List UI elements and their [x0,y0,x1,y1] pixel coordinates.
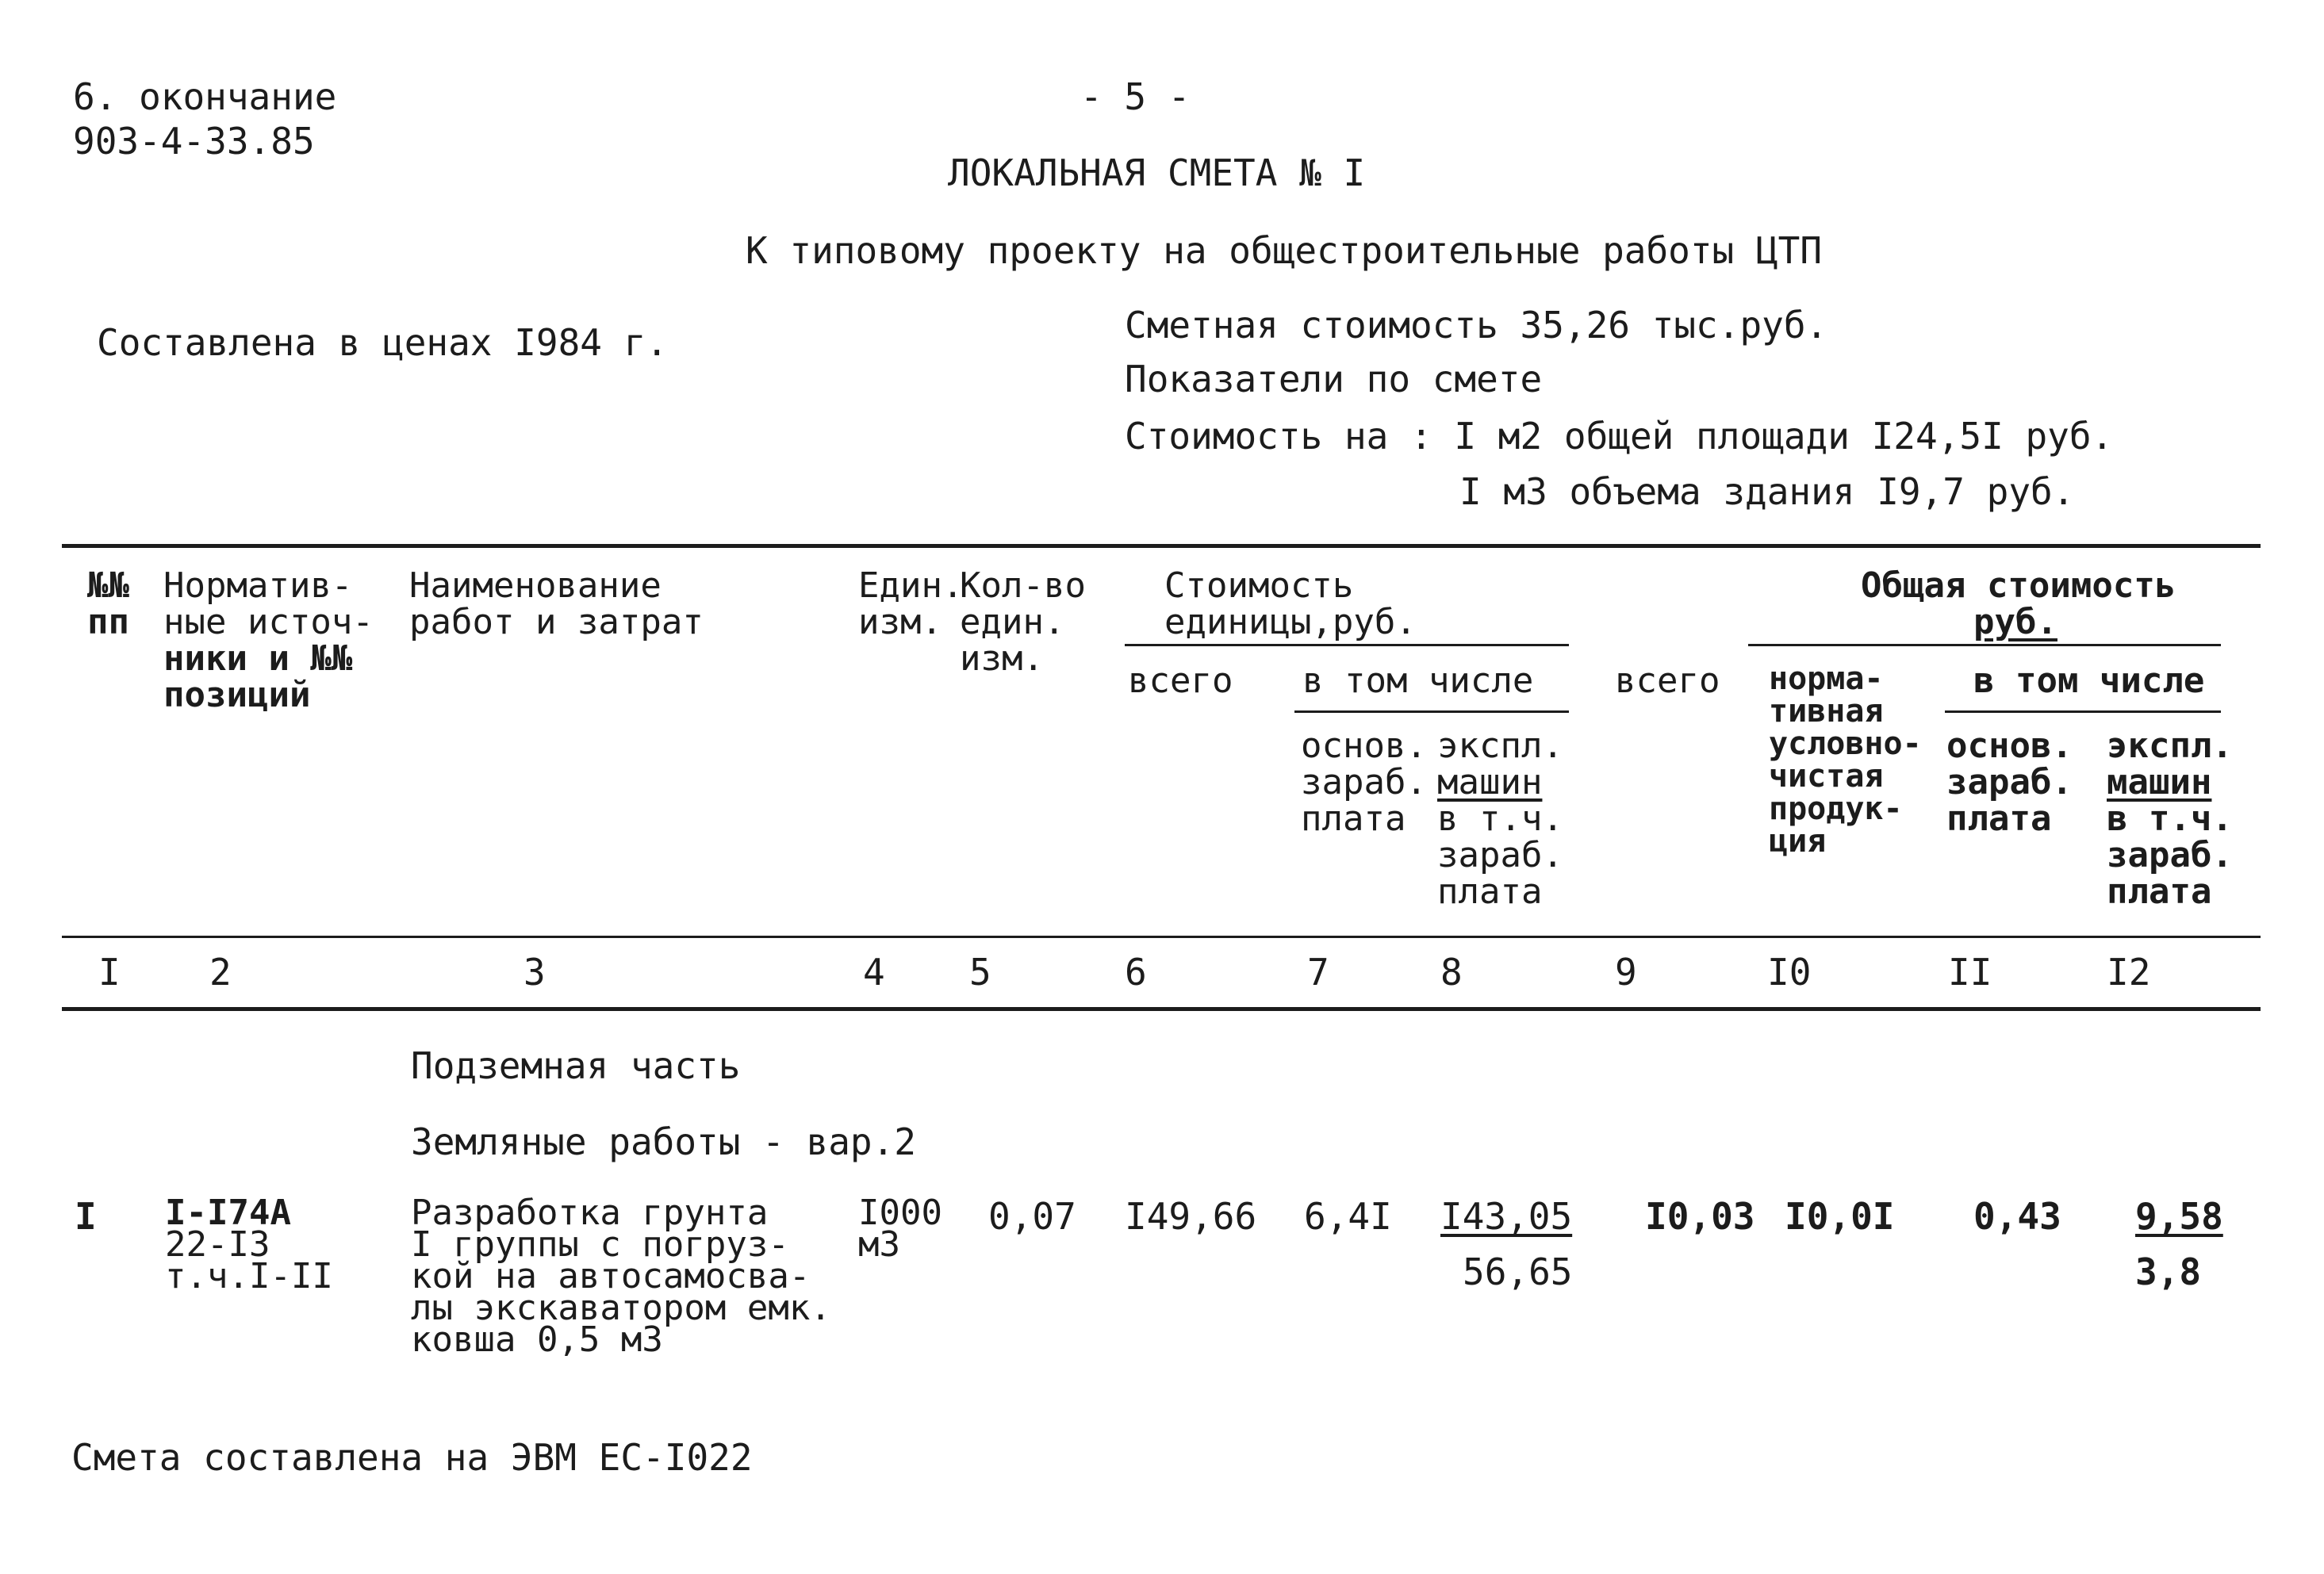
column-number: 2 [209,951,232,994]
header-total-wage: основ. зараб. плата [1946,726,2073,839]
indicators-label: Показатели по смете [1125,358,1543,400]
row-qty: 0,07 [988,1195,1076,1238]
row-total-mach-wage: 3,8 [2135,1250,2202,1293]
column-number: 4 [863,951,885,994]
prices-note: Составлена в ценах I984 г. [97,321,669,364]
footer-note: Смета составлена на ЭВМ ЕС-I022 [71,1436,753,1479]
column-number: 3 [523,951,546,994]
subsection-title: Земляные работы - вар.2 [411,1120,916,1163]
column-number: I2 [2107,951,2151,994]
cost-per-m2: Стоимость на : I м2 общей площади I24,5I руб. [1125,415,2114,458]
column-number: 7 [1307,951,1329,994]
row-unit-wage: 6,4I [1304,1195,1392,1238]
header-unit-total: всего [1128,661,1233,701]
page-number: - 5 - [1080,75,1191,118]
cost-per-m3: I м3 объема здания I9,7 руб. [1459,470,2075,513]
header-total-cost: Общая стоимость [1861,565,2176,606]
header-total-incl: в том числе [1973,661,2205,701]
header-unit-cost: Стоимость единицы,руб. [1164,565,1417,642]
page-title: ЛОКАЛЬНАЯ СМЕТА № I [948,151,1366,194]
header-unit-wage: основ. зараб. плата [1301,726,1427,839]
table-top-rule [62,544,2261,548]
column-number: 5 [969,951,991,994]
header-total-all: всего [1615,661,1720,701]
column-number: I0 [1767,951,1812,994]
column-number: 6 [1125,951,1147,994]
header-source: Норматив- ные источ- ники и №№ позиций [163,565,374,715]
column-number: II [1948,951,1992,994]
header-total-norm: норма- тивная условно- чистая продук- ция [1769,661,1922,860]
row-total-wage: 0,43 [1973,1195,2061,1238]
row-unit-mach-wage: 56,65 [1463,1250,1573,1293]
row-total-all: I0,03 [1645,1195,1755,1238]
header-bottom-rule [62,936,2261,938]
unit-incl-rule [1294,710,1569,713]
column-number: I [98,951,121,994]
row-total-mach: 9,58 [2135,1195,2223,1238]
header-total-mach: экспл. машин в т.ч. зараб. плата [2107,726,2233,912]
header-num: №№ пп [87,565,129,642]
column-number: 9 [1615,951,1637,994]
header-total-cost-unit: руб. [1973,602,2057,642]
header-unit: Един. изм. [858,565,964,642]
row-source: I-I74A 22-I3 т.ч.I-II [165,1193,333,1296]
row-num: I [75,1195,97,1238]
row-unit-mach: I43,05 [1440,1195,1573,1238]
column-numbers-rule [62,1007,2261,1011]
project-code: 903-4-33.85 [73,120,315,163]
row-total-norm: I0,0I [1785,1195,1895,1238]
row-name: Разработка грунта I группы с погруз- кой на автосамосва- лы экскаватором емк. ковша 0,5 м3 [411,1193,831,1360]
header-qty: Кол-во един. изм. [960,565,1086,679]
total-cost-rule [1748,644,2221,646]
estimate-cost: Сметная стоимость 35,26 тыс.руб. [1125,304,1828,347]
total-incl-rule [1945,710,2221,713]
page-subtitle: К типовому проекту на общестроительные работы ЦТП [746,229,1823,272]
unit-cost-rule [1125,644,1569,646]
column-number: 8 [1440,951,1463,994]
header-unit-mach: экспл. машин в т.ч. зараб. плата [1437,726,1563,912]
row-unit: I000 м3 [858,1193,942,1265]
header-unit-incl: в том числе [1302,661,1534,701]
section-title: Подземная часть [411,1044,741,1087]
row-unit-total: I49,66 [1125,1195,1257,1238]
header-name: Наименование работ и затрат [409,565,704,642]
sheet-label: 6. окончание [73,75,337,118]
